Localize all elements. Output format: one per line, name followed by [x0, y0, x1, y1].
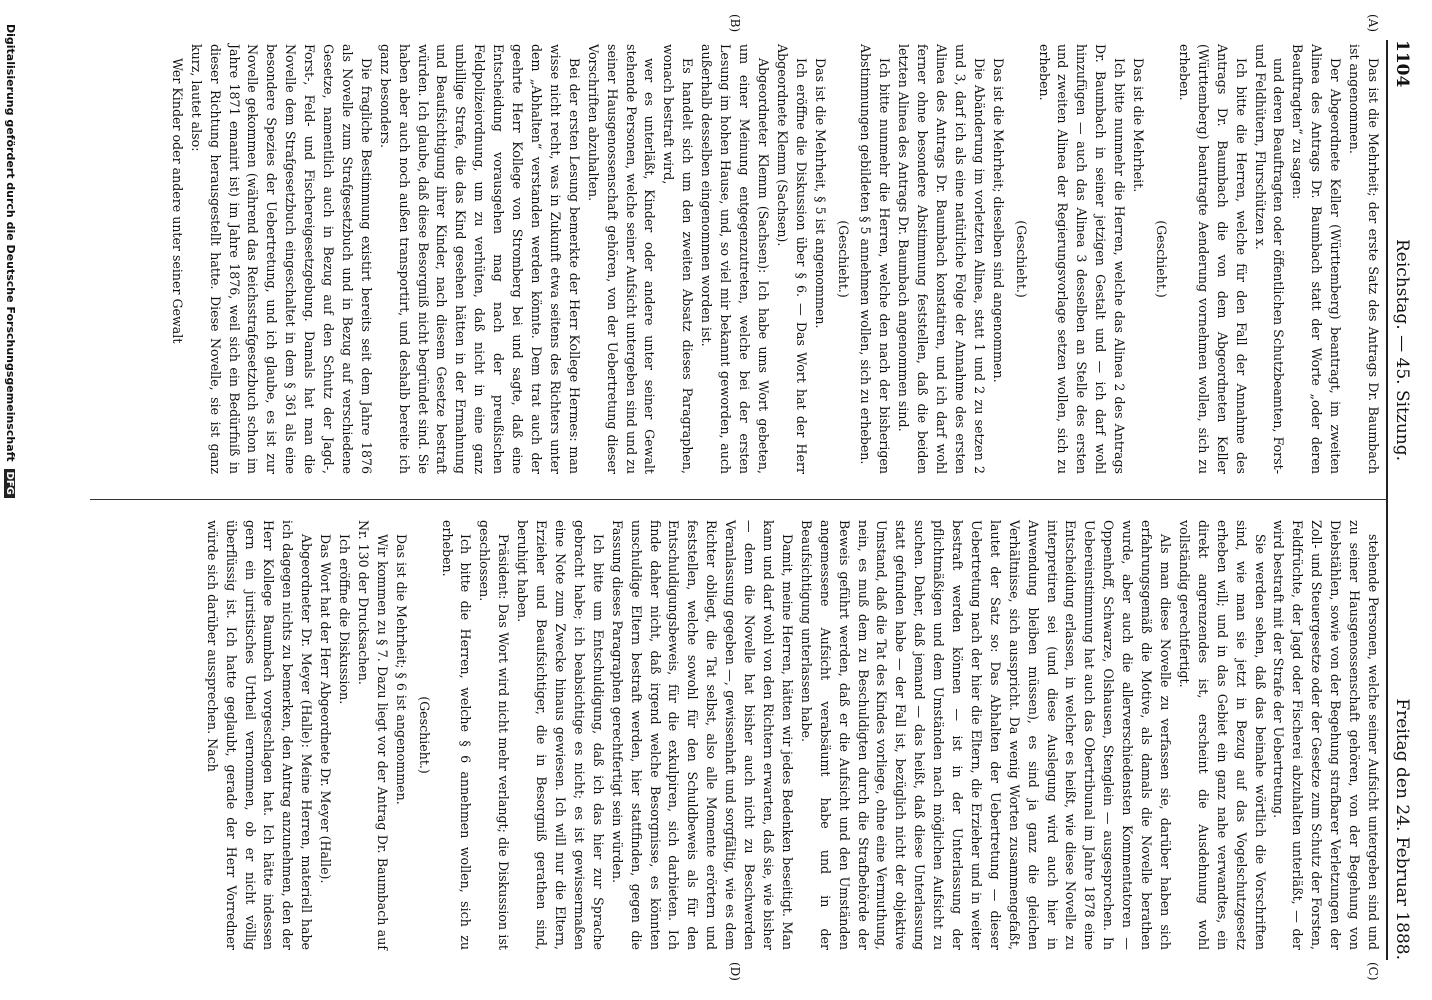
paragraph: Das Wort hat der Herr Abgeordnete Dr. Meyer (Halle). — [318, 534, 334, 884]
page-footer — [4, 0, 17, 1000]
paragraph: Ich eröffne die Diskussion über § 6. — Das Wort hat der Herr Abgeordnete Klemm (Sachsen). — [774, 44, 809, 474]
paragraph: stehende Personen, welche seiner Aufsicht untergeben sind und zu seiner Hausgenossenschaft gehören, von der Begehung von Diebstählen, sowie von der Begehung strafbarer Verletzungen der Zoll- und Steuergesetze oder der Gesetze zum Schutz der Forsten, Feldfrüchte, der Jagd oder Fischerei abzuhalten unterläßt, — der wird bestraft mit der Strafe der Uebertretung. — [1271, 520, 1381, 950]
paragraph: Als man diese Novelle zu verfassen sie, darüber haben sich erfahrungsgemäß die Motive, als damals die Novelle berathen wurde, aber auch die allerverschiedensten Kommentatoren — Oppenhoff, Schwarze, Olshausen, Stenglein — ausgesprochen. In Uebereinstimmung hat auch das Obertribunal im Jahre 1878 eine Entscheidung erlassen, in welcher es heißt, wie diese Novelle zu interpretiren sei (und diese Auslegung wird auch hier in Anwendung bleiben müssen), es sind ja ganz die gleichen Verhältnisse, sich ausspricht. Da wenig Worten zusammengefaßt, lautet der Satz so: Das Abhalten der Uebertretung — dieser Uebertretung nach der hier die Eltern, die Erzieher und in weiter bestraft werden können — ist in der Unterlassung der pflichtmäßigen und dem Umständen nach möglichen Aufsicht zu suchen. Daher, daß jemand — das heißt, daß diese Unterlassung statt gefunden habe — der Fall ist, bezüglich nicht der objektive Umstand, daß die Tat des Kindes vorliege, ohne eine Vermuthung, nein, es muß dem zu Beschuldigten durch die Strafbehörde der Beweis geführt werden, daß er die Aufsicht und den Umständen angemessene Aufsicht verabsäumt habe und in der Beaufsichtigung unterlassen habe. — [798, 520, 1174, 950]
paragraph: (Geschieht.) — [1154, 220, 1170, 298]
paragraph: Wer Kinder oder andere unter seiner Gewalt — [169, 58, 185, 344]
paragraph: Damit, meine Herren, hätten wir jedes Bedenken beseitigt. Man kann und darf wohl von den Richtern erwarten, daß sie, wie bisher — denn die Novelle hat bisher auch nicht zu Beschwerden Veranlassung gegeben —, gewissenhaft und sorgfältig, wie es dem Richter obliegt, die Tat selbst, also alle Momente erörtern und feststellen, welche sowohl für den Schuldbeweis als für den Entschuldigungsbeweis, für die exkulpiren, sich darbieten. Ich finde daher nicht, daß irgend welche Besorgnisse, es könnten unschuldige Eltern bestraft werden, hier stattfinden, gegen die Fassung dieses Paragraphen gerechtfertigt sein würden. — [609, 520, 795, 950]
margin-mark-b: (B) — [728, 14, 742, 33]
paragraph: Abgeordneter Klemm (Sachsen): Ich habe ums Wort gebeten, um einer Meinung entgegenzutreten, welche bei der ersten Lesung im hohen Hause, und, so viel mir bekannt geworden, auch außerhalb desselben eingenommen worden ist. — [699, 44, 771, 474]
margin-mark-a: (A) — [1366, 14, 1380, 33]
page-header — [1386, 40, 1426, 960]
paragraph: (Geschieht.) — [416, 696, 432, 774]
right-column — [202, 520, 1382, 950]
dfg-logo: DFG — [4, 469, 15, 498]
paragraph: und deren Beauftragten oder öffentlichen Schutzbeamten, Forst- und Feldhütern, Flurschützen x. — [1252, 44, 1287, 474]
paragraph: Ich bitte nunmehr die Herren, welche das Alinea 2 des Antrags Dr. Baumbach in seiner jetzigen Gestalt und — ich darf wohl hinzufügen — auch das Alinea 3 desselben an Stelle des ersten und zweiten Alinea der Regierungsvorlage setzen wollen, sich zu erheben. — [1036, 44, 1128, 474]
paragraph: Sie werden sehen, daß das beinahe wörtlich die Vorschriften sind, wie man sie jetzt in Bezug auf das Vogelschutzgesetz erheben will; und in das Gebiet ein ganz nahe verwandtes, ein direkt angrenzendes ist, erscheint die Ausdehnung wohl vollständig gerechtfertigt. — [1176, 520, 1268, 950]
paragraph: Ich bitte nunmehr die Herren, welche den nach der bisherigen Abstimmungen gebildeten § 5 annehmen wollen, sich zu erheben. — [858, 44, 893, 474]
paragraph: Ich bitte die Herren, welche § 6 annehmen wollen, sich zu erheben. — [439, 520, 474, 950]
paragraph: Das ist die Mehrheit, § 5 ist angenommen. — [812, 58, 828, 329]
margin-mark-d: (D) — [728, 962, 742, 981]
digitization-credit: Digitalisierung gefördert durch die Deutsche Forschungsgemeinschaft — [4, 24, 17, 462]
page-number: 1104 — [1392, 40, 1412, 88]
paragraph: Der Abgeordnete Keller (Württemberg) beantragt, im zweiten Alinea des Antrags Dr. Baumbach statt der Worte „oder deren Beauftragten“ zu sagen: — [1290, 44, 1344, 474]
paragraph: (Geschieht.) — [835, 220, 851, 298]
paragraph: Bei der ersten Lesung bemerkte der Herr Kollege Hermes: man wisse nicht recht, was in Zukunft etwa seitens des Richters unter dem „Abhalten“ verstanden werden könnte. Dem trat auch der geehrte Herr Kollege von Stromberg bei und sagte, daß eine Entscheidung vorausgehen mag nach der preußischen Feldpolizeiordnung, um zu verhüten, daß nicht in eine ganz unbillige Strafe, die das Kind gesehen hätten in der Ermahnung und Beaufsichtigung ihrer Kinder, nach diesem Gesetze bestraft würden. Ich glaube, daß diese Besorgniß nicht begründet sind. Sie haben aber auch noch außen transportirt, und deshalb bereite ich ganz besonders. — [377, 44, 582, 474]
paragraph: Das ist die Mehrheit. — [1131, 58, 1147, 193]
column-divider — [90, 499, 1388, 500]
paragraph: wer es unterläßt, Kinder oder andere unter seiner Gewalt stehende Personen, welche seiner Aufsicht untergeben sind und zu seiner Hausgenossenschaft gehören, von der Uebertretung dieser Vorschriften abzuhalten. — [585, 44, 658, 474]
left-column — [167, 44, 1382, 474]
paragraph: (Geschieht.) — [1013, 220, 1029, 298]
paragraph: Das ist die Mehrheit; § 6 ist angenommen. — [393, 534, 409, 805]
paragraph: Wir kommen zu § 7. Dazu liegt vor der Antrag Dr. Baumbach auf Nr. 130 der Drucksachen. — [355, 520, 390, 950]
paragraph: Das ist die Mehrheit; der erste Satz des Antrags Dr. Baumbach ist angenommen. — [1347, 44, 1381, 474]
paragraph: Das ist die Mehrheit; dieselben sind angenommen. — [990, 58, 1006, 383]
paragraph: Ich bitte um Entschuldigung, daß ich das hier zur Sprache gebracht habe; ich beabsichtige es nicht; es ist gewissermaßen eine Note zum Zwecke hinaus gewiesen. Ich will nur die Eltern, Erzieher und Beaufsichtiger, die in Besorgniß gerathen sind, beruhigt haben. — [515, 520, 606, 950]
paragraph: Präsident: Das Wort wird nicht mehr verlangt; die Diskussion ist geschlossen. — [477, 520, 512, 950]
paragraph: Es handelt sich um den zweiten Absatz dieses Paragraphen, wonach bestraft wird, — [661, 44, 696, 474]
margin-mark-c: (C) — [1366, 962, 1380, 981]
page-title: Reichstag. — 45. Sitzung. — [1392, 238, 1412, 462]
paragraph: Ich bitte die Herren, welche für den Fall der Annahme des Antrags Dr. Baumbach die von dem Abgeordneten Keller (Württemberg) beantragte Aenderung vornehmen wollen, sich zu erheben. — [1176, 44, 1249, 474]
paragraph: Die fragliche Bestimmung existirt bereits seit dem Jahre 1876 als Novelle zum Strafgesetzbuch und in Bezug auf verschiedene Gesetze, namentlich auch in Bezug auf den Schutz der Jagd-, Forst-, Feld- und Fischereigesetzgebung. Damals hat man die Novelle dem Strafgesetzbuch eingeschaltet in dem § 361 als eine besondere Spezies der Uebertretung, und ich glaube, es ist zur Novelle gekommen (während das Reichsstrafgesetzbuch schon im Jahre 1871 emanirt ist) im Jahre 1876, weil sich ein Bedürfniß in dieser Richtung herausgestellt hatte. Diese Novelle, sie ist ganz kurz, lautet also: — [188, 44, 374, 474]
paragraph: Die Abänderung im vorletzten Alinea, statt 1 und 2 zu setzen 2 und 3, darf ich als eine natürliche Folge der Annahme des ersten Alinea des Antrags Dr. Baumbach konstatiren, und ich darf wohl ferner ohne besondere Abstimmung feststellen, daß die beiden letzten Alinea des Antrags Dr. Baumbach angenommen sind. — [896, 44, 987, 474]
session-date: Freitag den 24. Februar 1888. — [1392, 698, 1412, 960]
paragraph: Abgeordneter Dr. Meyer (Halle): Meine Herren, materiell habe ich dagegen nichts zu bemerken, den Antrag anzunehmen, den der Herr Kollege Baumbach vorgeschlagen hat. Ich hätte indessen gern ein juristisches Urtheil vernommen, ob er nicht völlig überflüssig ist. Ich hatte geglaubt, gerade der Herr Vorredner würde sich darüber aussprechen. Nach — [204, 520, 315, 950]
paragraph: Ich eröffne die Diskussion. — [337, 534, 353, 705]
